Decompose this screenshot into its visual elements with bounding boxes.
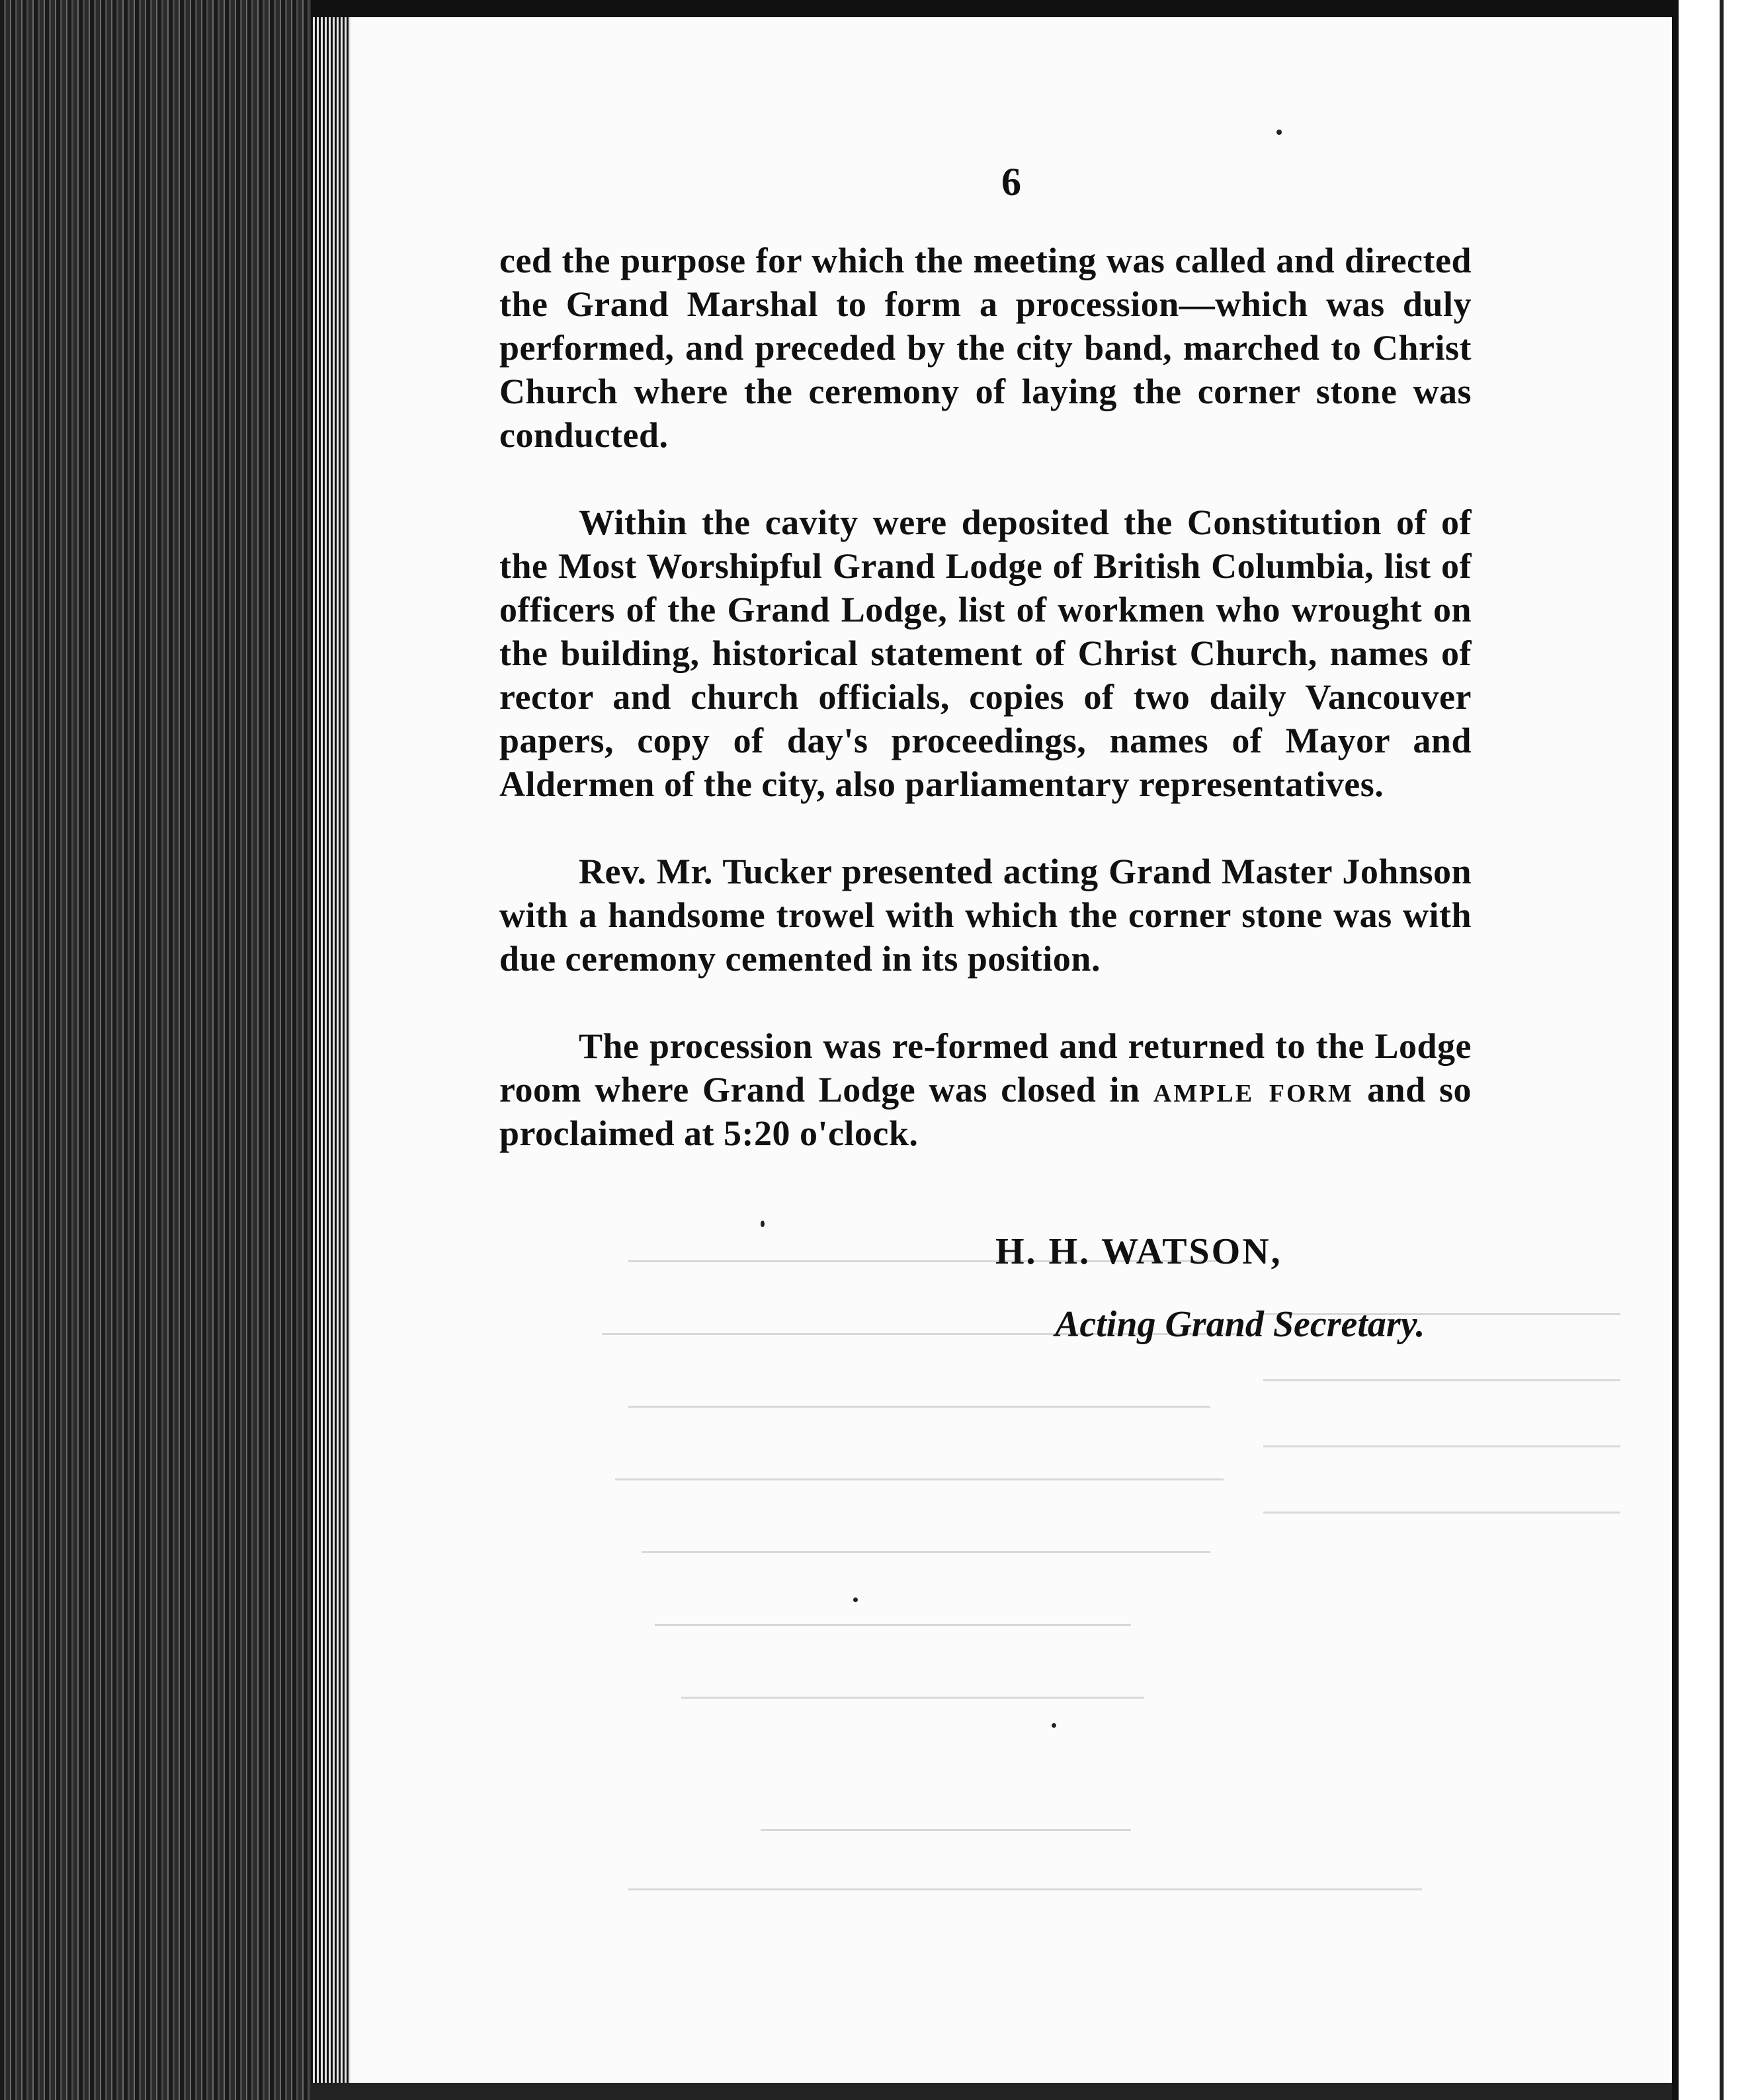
show-through [1263, 1445, 1620, 1447]
page-number: 6 [1001, 160, 1021, 204]
signature-name: H. H. WATSON, [995, 1231, 1282, 1272]
show-through [655, 1624, 1131, 1626]
ink-speck [761, 1221, 765, 1227]
paragraph-continuation: ced the purpose for which the meeting was called and directed the Grand Marshal to form a procession—which was duly performed, and preceded by the city band, marched to Christ Church where the ceremony of laying the corner stone was conducted. [499, 241, 1472, 455]
ink-speck [1052, 1723, 1056, 1728]
bottom-scan-border [311, 2083, 1673, 2100]
ink-speck [853, 1597, 858, 1602]
paragraph-trowel: Rev. Mr. Tucker presented acting Grand Master Johnson with a handsome trowel with which the corner stone was with due ceremony cemented in its position. [499, 852, 1472, 979]
printed-page [351, 17, 1672, 2083]
top-scan-border [311, 0, 1673, 17]
page-edges [311, 0, 351, 2100]
show-through [681, 1697, 1144, 1699]
show-through [1263, 1512, 1620, 1514]
signature-title: Acting Grand Secretary. [1055, 1304, 1425, 1345]
show-through [1263, 1379, 1620, 1381]
show-through [761, 1829, 1131, 1831]
closing-text-start: The procession was re-formed and returned to the Lodge room where Grand Lodge was closed in [499, 1026, 1472, 1110]
body-text [499, 239, 1472, 1199]
facing-page-edge [1720, 0, 1724, 2100]
ample-form-small-caps: ample form [1153, 1070, 1354, 1110]
show-through [615, 1478, 1224, 1480]
paragraph-closing [499, 1024, 1472, 1155]
right-scan-border [1672, 0, 1679, 2100]
show-through [628, 1406, 1210, 1408]
paragraph-deposits: Within the cavity were deposited the Constitution of of the Most Worshipful Grand Lodge of British Columbia, list of officers of the Grand Lodge, list of workmen who wrought on the building, historical statement of Christ Church, names of rector and church officials, copies of two daily Vancouver papers, copy of day's proceedings, names of Mayor and Aldermen of the city, also parliamentary representatives. [499, 503, 1472, 804]
closing-text-end: and so proclaimed at 5:20 o'clock. [499, 1070, 1472, 1153]
right-margin [1679, 0, 1754, 2100]
show-through [642, 1551, 1210, 1553]
ink-speck [1276, 130, 1282, 135]
book-binding [0, 0, 311, 2100]
show-through [628, 1888, 1422, 1890]
